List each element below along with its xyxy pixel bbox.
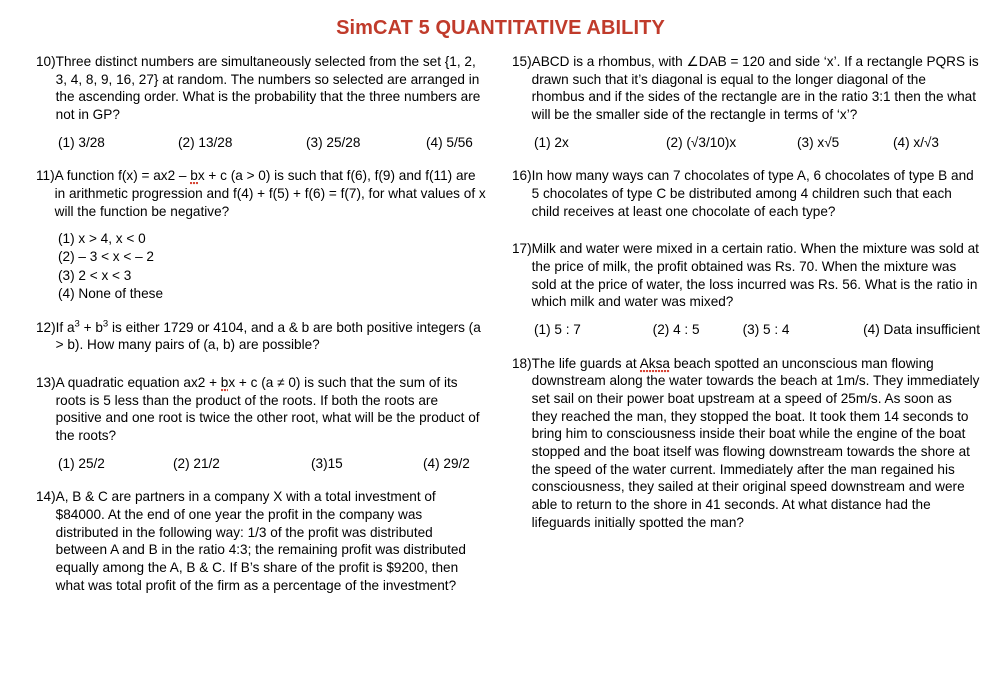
question-17-options <box>512 321 980 339</box>
page-title: SimCAT 5 QUANTITATIVE ABILITY <box>336 17 665 39</box>
option-4[interactable]: (4) 29/2 <box>423 455 470 471</box>
option-3[interactable]: (3) 5 : 4 <box>742 322 790 338</box>
exponent-a: 3 <box>74 318 80 330</box>
question-13-text <box>56 374 486 445</box>
question-14-number: 14) <box>36 489 56 505</box>
question-11-number: 11) <box>36 168 55 184</box>
question-10-number: 10) <box>36 54 56 69</box>
option-1[interactable]: (1) 2x <box>534 134 569 150</box>
option-2[interactable]: (2) 21/2 <box>173 455 220 471</box>
option-1[interactable]: (1) 25/2 <box>58 455 105 471</box>
question-18-text <box>532 355 980 532</box>
question-10-options <box>36 134 486 152</box>
spellcheck-flagged-word: Aksa <box>639 355 670 371</box>
option-3[interactable]: (3) 25/28 <box>306 134 361 150</box>
question-16-text: In how many ways can 7 chocolates of type A, 6 chocolates of type B and 5 chocolates of type C be distributed among 4 children such that each child receives at least one chocolate of each type? <box>531 168 974 219</box>
option-2[interactable]: (2) 4 : 5 <box>652 322 700 338</box>
question-12-text-c: is either 1729 or 4104, and a & b are both positive integers (a > b). How many pairs of (a, b) are possible? <box>55 319 481 353</box>
question-12-text <box>56 319 486 354</box>
option-1[interactable]: (1) 5 : 7 <box>534 322 581 338</box>
option-2[interactable]: (2) (√3/10)x <box>666 134 737 150</box>
question-13-options <box>36 455 486 473</box>
question-11-text-after: x + c (a > 0) is such that f(6), f(9) and f(11) are in arithmetic progression and f(4) + f(5) + f(6) = f(7), for what values of x will the function be negative? <box>54 168 486 219</box>
question-12 <box>36 319 486 354</box>
question-16-number: 16) <box>512 168 532 184</box>
question-14-text: A, B & C are partners in a company X with a total investment of $84000. At the end of one year the profit in the company was distributed in the following way: 1/3 of the profit was distributed between A and B in the ratio 4:3; the remaining profit was distributed equally among the A, B & C. If B’s share of the profit is $9200, then what was total profit of the firm as a percentage of the investment? <box>55 489 466 593</box>
option-3[interactable]: (3)15 <box>311 455 343 471</box>
question-10-text: Three distinct numbers are simultaneously selected from the set {1, 2, 3, 4, 8, 9, 16, 27} at random. The numbers so selected are arranged in the ascending order. What is the probability that the three numbers are not in GP? <box>55 54 481 123</box>
question-15-options <box>512 134 980 152</box>
question-11-text-before: A function f(x) = ax2 – <box>54 168 191 184</box>
question-15 <box>512 53 980 124</box>
two-column-body <box>0 53 1001 608</box>
question-15-number: 15) <box>512 54 532 69</box>
question-13 <box>36 374 486 445</box>
question-15-text: ABCD is a rhombus, with ∠DAB = 120 and side ‘x’. If a rectangle PQRS is drawn such that it’s diagonal is equal to the longer diagonal of the rhombus and if the sides of the rectangle are in the ratio 3:1 then the what will be the smaller side of the rectangle in terms of ‘x’? <box>531 54 979 123</box>
question-17-number: 17) <box>512 241 532 257</box>
question-14 <box>36 488 486 594</box>
right-column <box>500 53 1000 608</box>
question-18-text-before: The life guards at <box>531 355 640 371</box>
option-2[interactable]: (2) 13/28 <box>178 134 233 150</box>
question-11 <box>36 167 486 220</box>
option-2[interactable]: (2) – 3 < x < – 2 <box>58 249 154 265</box>
question-13-number: 13) <box>36 375 56 391</box>
option-4[interactable]: (4) x/√3 <box>893 134 939 150</box>
question-12-text-b: + b <box>79 319 103 335</box>
left-column <box>0 53 500 608</box>
spellcheck-flagged-word: b <box>220 375 229 391</box>
option-4[interactable]: (4) 5/56 <box>426 134 473 150</box>
question-17 <box>512 240 980 311</box>
question-11-text <box>55 167 486 220</box>
exponent-b: 3 <box>102 318 109 330</box>
question-18-text-after: beach spotted an unconscious man flowing downstream along the water towards the beach at 1m/s. They immediately set sail on their power boat upstream at a speed of 25m/s. As soon as they reached the man, they stopped the boat. It took them 14 seconds to bring him to consciousness inside their boat while the engine of the boat stopped and the boat itself was flowing downstream towards the shore at the speed of the water current. Immediately after the man regained his consciousness, they sailed at their original speed downstream and were able to return to the shore in 41 seconds. At what distance had the lifeguards initially spotted the man? <box>531 355 980 530</box>
spellcheck-flagged-word: b <box>190 168 198 184</box>
question-12-text-a: If a <box>55 319 75 335</box>
option-1[interactable]: (1) x > 4, x < 0 <box>58 231 146 247</box>
question-13-text-before: A quadratic equation ax2 + <box>55 375 221 391</box>
option-4[interactable]: (4) None of these <box>58 285 164 301</box>
option-1[interactable]: (1) 3/28 <box>58 134 105 150</box>
question-10 <box>36 53 486 124</box>
question-17-text: Milk and water were mixed in a certain ratio. When the mixture was sold at the price of milk, the profit obtained was Rs. 70. When the mixture was sold at the price of water, the loss incurred was Rs. 56. What is the ratio in which milk and water was mixed? <box>531 241 979 310</box>
option-3[interactable]: (3) x√5 <box>797 134 840 150</box>
question-12-number: 12) <box>36 319 56 335</box>
question-13-text-after: x + c (a ≠ 0) is such that the sum of its roots is 5 less than the product of the roots. If both the roots are positive and one root is twice the other root, what will be the product of the roots? <box>55 375 480 444</box>
question-18-number: 18) <box>512 355 532 371</box>
option-4[interactable]: (4) Data insufficient <box>863 322 981 338</box>
question-18 <box>512 355 980 532</box>
question-16 <box>512 167 980 220</box>
question-11-options <box>36 230 486 302</box>
option-3[interactable]: (3) 2 < x < 3 <box>58 267 132 283</box>
